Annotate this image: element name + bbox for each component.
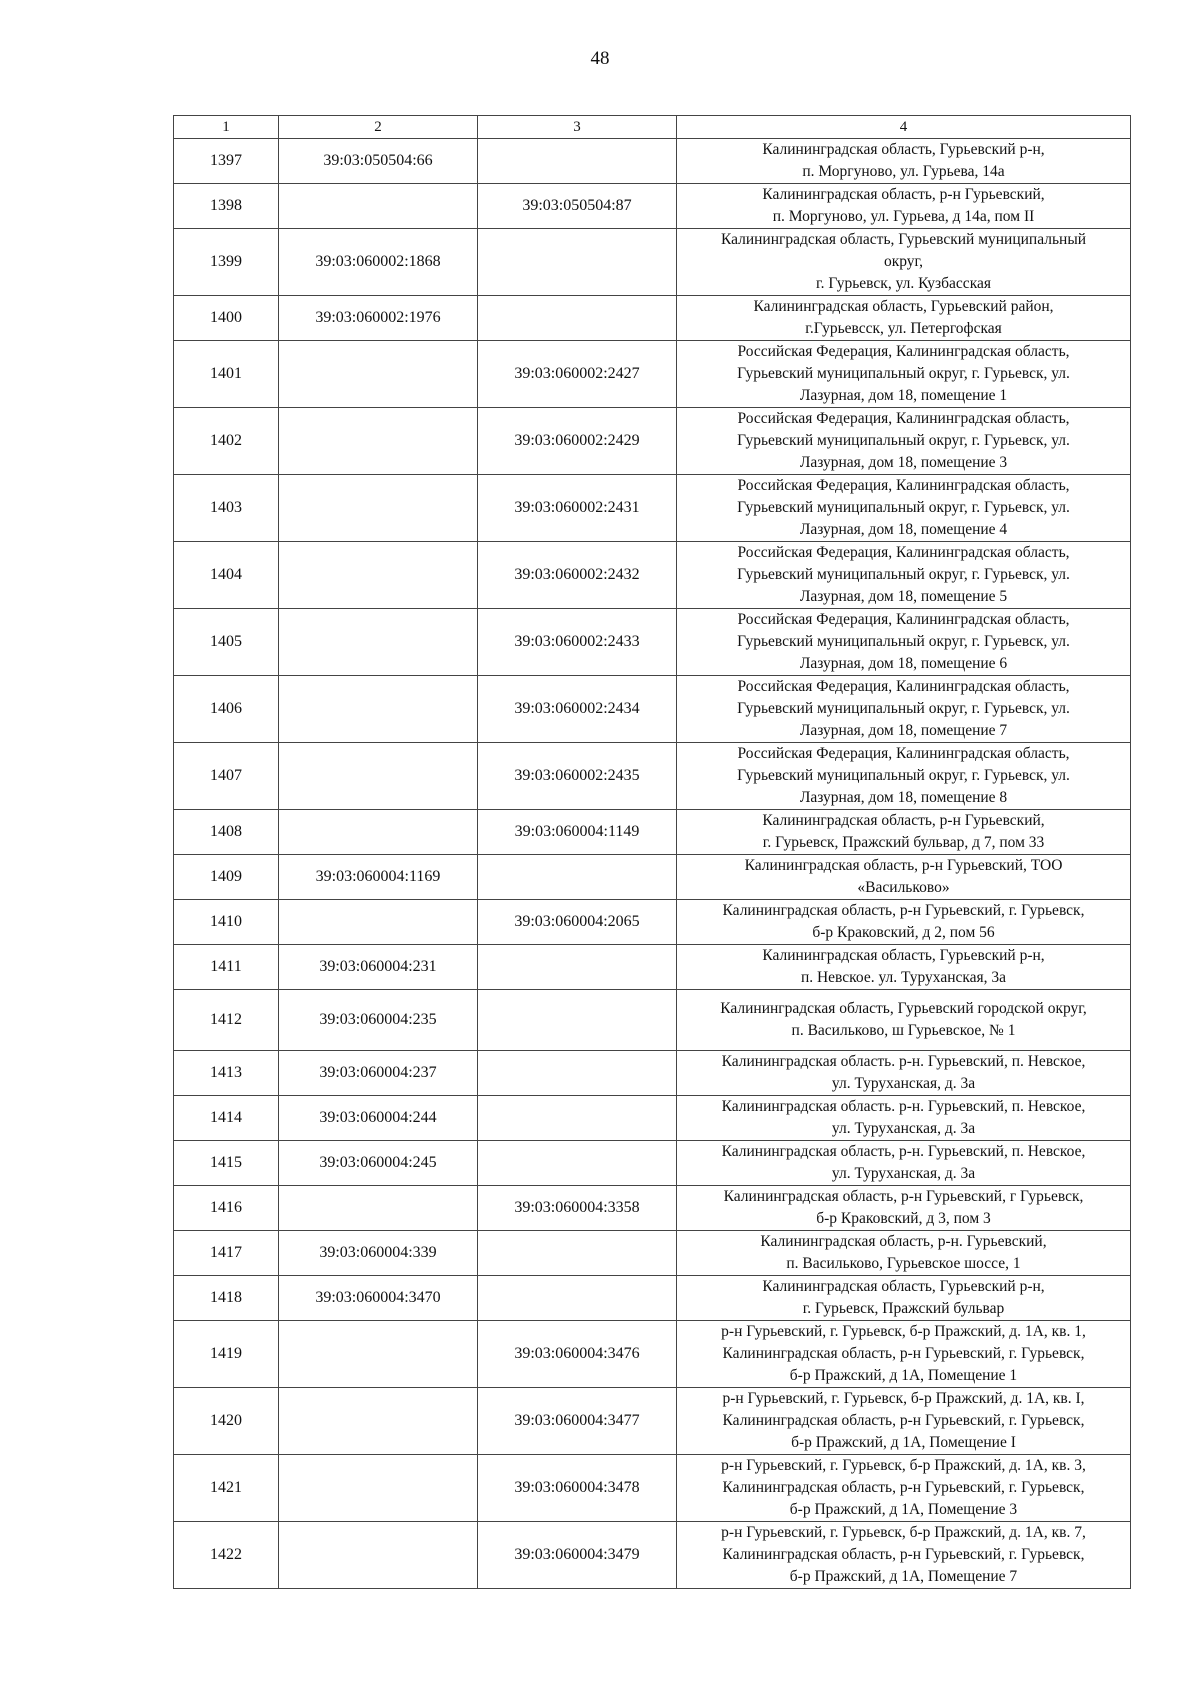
address-line: р-н Гурьевский, г. Гурьевск, б-р Пражский, д. 1А, кв. I,: [722, 1390, 1085, 1407]
address-line: Калининградская область, Гурьевский муниципальный: [720, 231, 1087, 248]
address-cell: [677, 855, 1131, 900]
table-row: [174, 743, 1131, 810]
address-line: б-р Пражский, д 1А, Помещение 7: [789, 1568, 1018, 1585]
table-row: [174, 296, 1131, 341]
table-row: [174, 945, 1131, 990]
table-row: [174, 229, 1131, 296]
address-line: Гурьевский муниципальный округ, г. Гурьевск, ул.: [737, 767, 1070, 784]
table-header: [174, 116, 1131, 139]
cadastral-number-cell: [279, 184, 478, 229]
object-cadastral-number-cell: 39:03:060002:2432: [478, 542, 677, 609]
address-cell: [677, 229, 1131, 296]
object-cadastral-number-cell: [478, 1141, 677, 1186]
table-row: [174, 855, 1131, 900]
address-line: Лазурная, дом 18, помещение 4: [799, 521, 1008, 538]
row-number-cell: 1417: [174, 1231, 279, 1276]
cadastral-number-cell: 39:03:050504:66: [279, 139, 478, 184]
column-header-3: 3: [478, 116, 677, 139]
row-number-cell: 1398: [174, 184, 279, 229]
row-number-cell: 1420: [174, 1388, 279, 1455]
address-line: Лазурная, дом 18, помещение 6: [799, 655, 1008, 672]
address-line: Гурьевский муниципальный округ, г. Гурьевск, ул.: [737, 566, 1070, 583]
cadastral-number-cell: [279, 743, 478, 810]
cadastral-number-cell: 39:03:060004:231: [279, 945, 478, 990]
table-row: [174, 1276, 1131, 1321]
column-header-4: 4: [677, 116, 1131, 139]
address-line: Лазурная, дом 18, помещение 3: [799, 454, 1008, 471]
row-number-cell: 1415: [174, 1141, 279, 1186]
address-cell: [677, 139, 1131, 184]
cadastral-number-cell: [279, 475, 478, 542]
object-cadastral-number-cell: 39:03:050504:87: [478, 184, 677, 229]
cadastral-number-cell: 39:03:060004:339: [279, 1231, 478, 1276]
address-line: Российская Федерация, Калининградская область,: [737, 410, 1070, 427]
address-cell: [677, 1455, 1131, 1522]
object-cadastral-number-cell: 39:03:060002:2431: [478, 475, 677, 542]
cadastral-number-cell: [279, 676, 478, 743]
row-number-cell: 1403: [174, 475, 279, 542]
table-row: [174, 341, 1131, 408]
address-line: ул. Туруханская, д. 3а: [831, 1075, 976, 1092]
header-row: [174, 116, 1131, 139]
cadastral-number-cell: [279, 341, 478, 408]
row-number-cell: 1411: [174, 945, 279, 990]
object-cadastral-number-cell: [478, 1051, 677, 1096]
table-row: [174, 1388, 1131, 1455]
column-header-2: 2: [279, 116, 478, 139]
address-cell: [677, 1186, 1131, 1231]
table-row: [174, 900, 1131, 945]
address-line: Калининградская область. р-н. Гурьевский, п. Невское,: [721, 1098, 1086, 1115]
cadastral-number-cell: [279, 810, 478, 855]
address-line: Калининградская область, Гурьевский район,: [753, 298, 1054, 315]
object-cadastral-number-cell: [478, 296, 677, 341]
cadastral-number-cell: 39:03:060004:244: [279, 1096, 478, 1141]
table-row: [174, 542, 1131, 609]
row-number-cell: 1400: [174, 296, 279, 341]
address-line: п. Моргуново, ул. Гурьева, 14а: [802, 163, 1005, 180]
address-line: Калининградская область, р-н. Гурьевский,: [760, 1233, 1047, 1250]
address-cell: [677, 296, 1131, 341]
address-line: Калининградская область, р-н Гурьевский, ТОО: [744, 857, 1063, 874]
address-line: р-н Гурьевский, г. Гурьевск, б-р Пражский, д. 1А, кв. 3,: [721, 1457, 1086, 1474]
address-cell: [677, 1141, 1131, 1186]
cadastral-number-cell: 39:03:060004:1169: [279, 855, 478, 900]
address-line: б-р Пражский, д 1А, Помещение 3: [789, 1501, 1018, 1518]
object-cadastral-number-cell: [478, 990, 677, 1051]
address-line: Российская Федерация, Калининградская область,: [737, 678, 1070, 695]
address-line: Калининградская область, р-н. Гурьевский, п. Невское,: [721, 1143, 1086, 1160]
address-line: Российская Федерация, Калининградская область,: [737, 477, 1070, 494]
row-number-cell: 1399: [174, 229, 279, 296]
row-number-cell: 1401: [174, 341, 279, 408]
table-row: [174, 676, 1131, 743]
address-cell: [677, 676, 1131, 743]
address-cell: [677, 341, 1131, 408]
table-row: [174, 184, 1131, 229]
row-number-cell: 1418: [174, 1276, 279, 1321]
cadastral-number-cell: [279, 1186, 478, 1231]
cadastral-number-cell: 39:03:060002:1976: [279, 296, 478, 341]
address-cell: [677, 810, 1131, 855]
address-line: Лазурная, дом 18, помещение 1: [799, 387, 1008, 404]
address-cell: [677, 542, 1131, 609]
address-line: б-р Краковский, д 2, пом 56: [812, 924, 995, 941]
column-header-1: 1: [174, 116, 279, 139]
table-row: [174, 1522, 1131, 1589]
address-cell: [677, 475, 1131, 542]
row-number-cell: 1422: [174, 1522, 279, 1589]
object-cadastral-number-cell: 39:03:060004:3478: [478, 1455, 677, 1522]
object-cadastral-number-cell: [478, 855, 677, 900]
address-cell: [677, 1321, 1131, 1388]
address-line: ул. Туруханская, д. 3а: [831, 1165, 976, 1182]
address-line: Калининградская область, Гурьевский р-н,: [762, 141, 1045, 158]
cadastral-number-cell: [279, 609, 478, 676]
object-cadastral-number-cell: [478, 139, 677, 184]
address-line: Гурьевский муниципальный округ, г. Гурьевск, ул.: [737, 365, 1070, 382]
cadastral-number-cell: [279, 1321, 478, 1388]
table-row: [174, 1231, 1131, 1276]
address-line: Калининградская область, р-н Гурьевский,: [762, 812, 1045, 829]
table-row: [174, 1186, 1131, 1231]
address-line: г. Гурьевск, ул. Кузбасская: [816, 275, 991, 292]
address-line: Калининградская область, р-н Гурьевский,: [762, 186, 1045, 203]
address-cell: [677, 990, 1131, 1051]
row-number-cell: 1419: [174, 1321, 279, 1388]
object-cadastral-number-cell: 39:03:060002:2435: [478, 743, 677, 810]
address-line: г. Гурьевск, Пражский бульвар, д 7, пом 33: [762, 834, 1045, 851]
address-cell: [677, 609, 1131, 676]
row-number-cell: 1407: [174, 743, 279, 810]
address-line: «Васильково»: [857, 879, 950, 896]
address-line: Калининградская область, Гурьевский р-н,: [762, 947, 1045, 964]
address-line: Гурьевский муниципальный округ, г. Гурьевск, ул.: [737, 700, 1070, 717]
address-cell: [677, 1051, 1131, 1096]
address-line: Российская Федерация, Калининградская область,: [737, 745, 1070, 762]
row-number-cell: 1406: [174, 676, 279, 743]
registry-table: [173, 115, 1131, 1589]
address-cell: [677, 743, 1131, 810]
address-line: Гурьевский муниципальный округ, г. Гурьевск, ул.: [737, 432, 1070, 449]
address-line: п. Невское. ул. Туруханская, 3а: [800, 969, 1007, 986]
address-line: Калининградская область, р-н Гурьевский, г. Гурьевск,: [722, 1479, 1085, 1496]
page-number: 48: [590, 48, 610, 69]
address-line: б-р Пражский, д 1А, Помещение 1: [789, 1367, 1018, 1384]
address-line: б-р Краковский, д 3, пом 3: [816, 1210, 991, 1227]
row-number-cell: 1402: [174, 408, 279, 475]
address-line: ул. Туруханская, д. 3а: [831, 1120, 976, 1137]
address-line: Калининградская область, р-н Гурьевский, г. Гурьевск,: [722, 1412, 1085, 1429]
address-line: Лазурная, дом 18, помещение 7: [799, 722, 1008, 739]
object-cadastral-number-cell: 39:03:060004:3358: [478, 1186, 677, 1231]
table-row: [174, 810, 1131, 855]
address-line: Российская Федерация, Калининградская область,: [737, 343, 1070, 360]
address-line: Российская Федерация, Калининградская область,: [737, 544, 1070, 561]
object-cadastral-number-cell: 39:03:060002:2427: [478, 341, 677, 408]
address-line: Калининградская область, Гурьевский р-н,: [762, 1278, 1045, 1295]
object-cadastral-number-cell: 39:03:060004:3479: [478, 1522, 677, 1589]
address-line: п. Васильково, ш Гурьевское, № 1: [791, 1022, 1016, 1039]
cadastral-number-cell: 39:03:060004:3470: [279, 1276, 478, 1321]
table-row: [174, 1141, 1131, 1186]
object-cadastral-number-cell: 39:03:060004:3476: [478, 1321, 677, 1388]
table-row: [174, 1096, 1131, 1141]
object-cadastral-number-cell: 39:03:060004:2065: [478, 900, 677, 945]
table-row: [174, 609, 1131, 676]
cadastral-number-cell: 39:03:060002:1868: [279, 229, 478, 296]
address-line: г. Гурьевск, Пражский бульвар: [802, 1300, 1005, 1317]
address-line: Калининградская область, р-н Гурьевский, г. Гурьевск,: [722, 902, 1085, 919]
row-number-cell: 1413: [174, 1051, 279, 1096]
row-number-cell: 1397: [174, 139, 279, 184]
address-line: Гурьевский муниципальный округ, г. Гурьевск, ул.: [737, 633, 1070, 650]
row-number-cell: 1416: [174, 1186, 279, 1231]
address-line: Калининградская область, Гурьевский городской округ,: [720, 1000, 1087, 1017]
table-row: [174, 1051, 1131, 1096]
address-cell: [677, 184, 1131, 229]
address-cell: [677, 945, 1131, 990]
address-cell: [677, 1388, 1131, 1455]
address-cell: [677, 408, 1131, 475]
cadastral-number-cell: [279, 408, 478, 475]
object-cadastral-number-cell: 39:03:060002:2429: [478, 408, 677, 475]
cadastral-number-cell: 39:03:060004:235: [279, 990, 478, 1051]
table-row: [174, 408, 1131, 475]
object-cadastral-number-cell: [478, 945, 677, 990]
address-line: п. Моргуново, ул. Гурьева, д 14а, пом II: [772, 208, 1035, 225]
cadastral-number-cell: 39:03:060004:237: [279, 1051, 478, 1096]
address-cell: [677, 1231, 1131, 1276]
object-cadastral-number-cell: 39:03:060004:1149: [478, 810, 677, 855]
address-line: Российская Федерация, Калининградская область,: [737, 611, 1070, 628]
object-cadastral-number-cell: 39:03:060002:2434: [478, 676, 677, 743]
cadastral-number-cell: [279, 1455, 478, 1522]
address-line: п. Васильково, Гурьевское шоссе, 1: [786, 1255, 1021, 1272]
address-line: округ,: [883, 253, 924, 270]
row-number-cell: 1409: [174, 855, 279, 900]
row-number-cell: 1404: [174, 542, 279, 609]
row-number-cell: 1421: [174, 1455, 279, 1522]
address-cell: [677, 1522, 1131, 1589]
table-row: [174, 139, 1131, 184]
address-line: р-н Гурьевский, г. Гурьевск, б-р Пражский, д. 1А, кв. 7,: [721, 1524, 1086, 1541]
object-cadastral-number-cell: [478, 1096, 677, 1141]
address-line: г.Гурьевсск, ул. Петергофская: [805, 320, 1002, 337]
table-row: [174, 475, 1131, 542]
address-line: б-р Пражский, д 1А, Помещение I: [791, 1434, 1016, 1451]
row-number-cell: 1405: [174, 609, 279, 676]
table-row: [174, 1455, 1131, 1522]
cadastral-number-cell: 39:03:060004:245: [279, 1141, 478, 1186]
address-line: Калининградская область, р-н Гурьевский, г. Гурьевск,: [722, 1546, 1085, 1563]
address-line: Калининградская область, р-н Гурьевский, г Гурьевск,: [723, 1188, 1084, 1205]
row-number-cell: 1414: [174, 1096, 279, 1141]
cadastral-number-cell: [279, 542, 478, 609]
address-cell: [677, 900, 1131, 945]
address-line: р-н Гурьевский, г. Гурьевск, б-р Пражский, д. 1А, кв. 1,: [721, 1323, 1086, 1340]
object-cadastral-number-cell: [478, 229, 677, 296]
object-cadastral-number-cell: 39:03:060002:2433: [478, 609, 677, 676]
address-line: Гурьевский муниципальный округ, г. Гурьевск, ул.: [737, 499, 1070, 516]
address-cell: [677, 1096, 1131, 1141]
cadastral-number-cell: [279, 900, 478, 945]
row-number-cell: 1410: [174, 900, 279, 945]
row-number-cell: 1408: [174, 810, 279, 855]
address-line: Лазурная, дом 18, помещение 8: [799, 789, 1008, 806]
object-cadastral-number-cell: [478, 1231, 677, 1276]
address-cell: [677, 1276, 1131, 1321]
table-row: [174, 990, 1131, 1051]
object-cadastral-number-cell: 39:03:060004:3477: [478, 1388, 677, 1455]
cadastral-number-cell: [279, 1522, 478, 1589]
address-line: Лазурная, дом 18, помещение 5: [799, 588, 1008, 605]
cadastral-number-cell: [279, 1388, 478, 1455]
table-row: [174, 1321, 1131, 1388]
address-line: Калининградская область, р-н Гурьевский, г. Гурьевск,: [722, 1345, 1085, 1362]
row-number-cell: 1412: [174, 990, 279, 1051]
address-line: Калининградская область. р-н. Гурьевский, п. Невское,: [721, 1053, 1086, 1070]
table-body: [174, 139, 1131, 1589]
object-cadastral-number-cell: [478, 1276, 677, 1321]
